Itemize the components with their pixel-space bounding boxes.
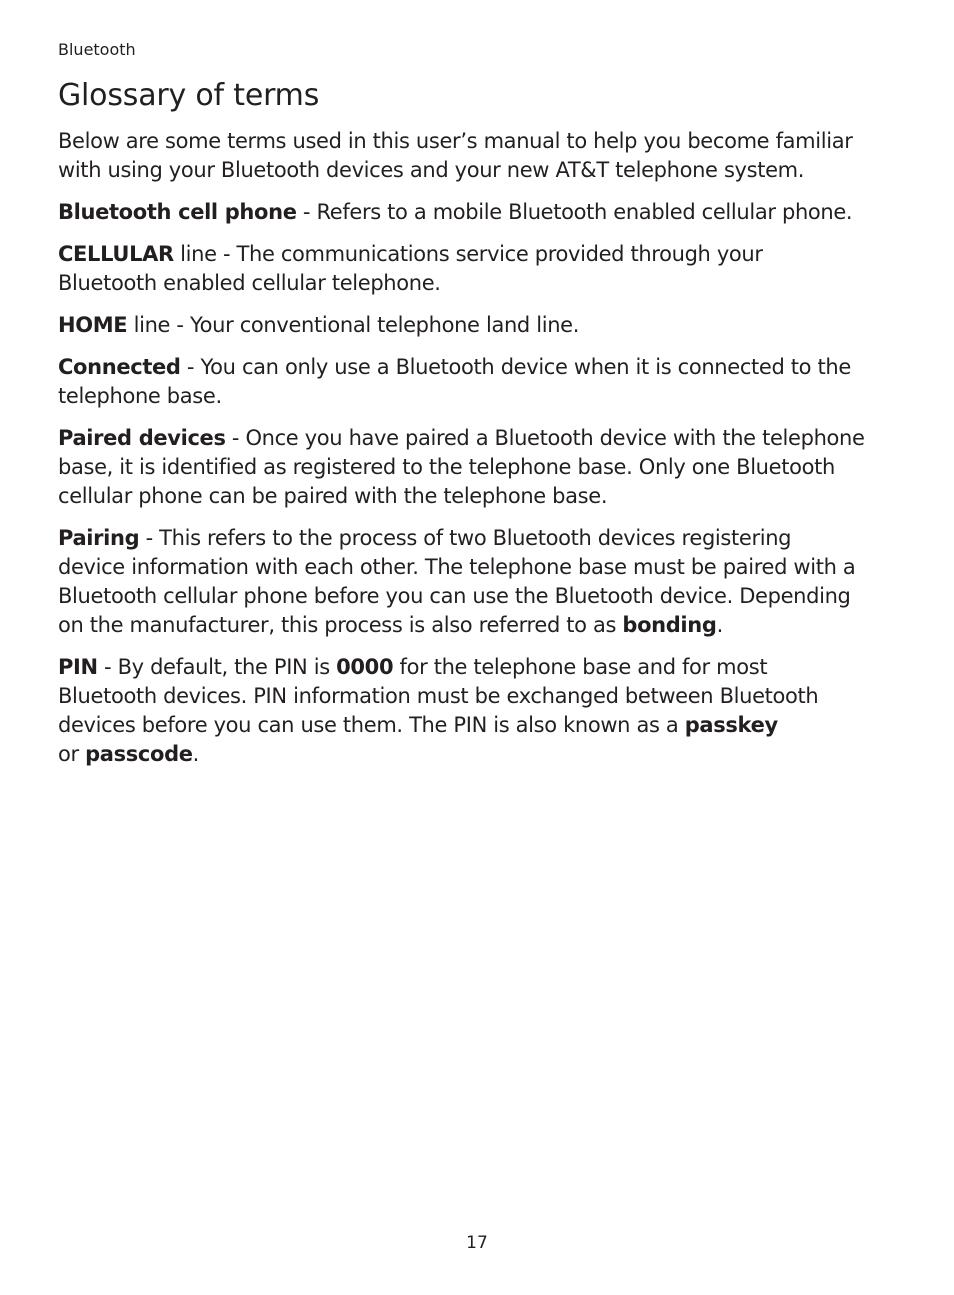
glossary-entry-home (58, 311, 914, 340)
glossary-entry-cellular (58, 240, 914, 298)
section-label: Bluetooth (58, 40, 136, 59)
glossary-entry-connected (58, 353, 914, 411)
glossary-definition-line-2: device information with each other. The telephone base must be paired with a (58, 555, 856, 579)
glossary-definition-line-2: telephone base. (58, 384, 222, 408)
intro-line-2: with using your Bluetooth devices and your new AT&T telephone system. (58, 158, 805, 182)
intro-paragraph (58, 127, 914, 185)
period: . (192, 742, 199, 766)
period: . (716, 613, 723, 637)
glossary-definition-line-1: - You can only use a Bluetooth device when it is connected to the (180, 355, 851, 379)
glossary-body (58, 127, 914, 782)
glossary-definition-line-1: - Once you have paired a Bluetooth device with the telephone (225, 426, 865, 450)
glossary-entry-pin (58, 653, 914, 769)
glossary-definition-line-3: devices before you can use them. The PIN is also known as a (58, 713, 685, 737)
glossary-definition-line-1a: - By default, the PIN is (97, 655, 337, 679)
glossary-definition: - Refers to a mobile Bluetooth enabled cellular phone. (296, 200, 853, 224)
glossary-definition-line-4: or (58, 742, 86, 766)
glossary-definition-line-1: - This refers to the process of two Bluetooth devices registering (139, 526, 792, 550)
glossary-term: Connected (58, 355, 181, 379)
glossary-entry-paired-devices (58, 424, 914, 511)
glossary-term: Bluetooth cell phone (58, 200, 297, 224)
glossary-term: Paired devices (58, 426, 226, 450)
bold-term-bonding: bonding (622, 613, 717, 637)
intro-line-1: Below are some terms used in this user’s manual to help you become familiar (58, 129, 853, 153)
glossary-definition-line-3: cellular phone can be paired with the telephone base. (58, 484, 608, 508)
glossary-term: CELLULAR (58, 242, 174, 266)
glossary-term: PIN (58, 655, 98, 679)
glossary-entry-bluetooth-cell-phone (58, 198, 914, 227)
page-title: Glossary of terms (58, 78, 320, 113)
glossary-definition-line-2: Bluetooth enabled cellular telephone. (58, 271, 441, 295)
bold-term-passcode: passcode (85, 742, 193, 766)
page-number: 17 (466, 1233, 488, 1253)
glossary-definition-line-3: Bluetooth cellular phone before you can use the Bluetooth device. Depending (58, 584, 851, 608)
bold-term-passkey: passkey (684, 713, 778, 737)
glossary-entry-pairing (58, 524, 914, 640)
glossary-definition-line-1: line - The communications service provided through your (173, 242, 763, 266)
glossary-term: Pairing (58, 526, 140, 550)
glossary-definition-line-2: base, it is identified as registered to the telephone base. Only one Bluetooth (58, 455, 835, 479)
glossary-term: HOME (58, 313, 128, 337)
glossary-definition-line-2: Bluetooth devices. PIN information must be exchanged between Bluetooth (58, 684, 819, 708)
glossary-definition-line-4: on the manufacturer, this process is also referred to as (58, 613, 623, 637)
glossary-definition-line-1b: for the telephone base and for most (393, 655, 768, 679)
glossary-definition: line - Your conventional telephone land line. (127, 313, 580, 337)
pin-value: 0000 (336, 655, 394, 679)
